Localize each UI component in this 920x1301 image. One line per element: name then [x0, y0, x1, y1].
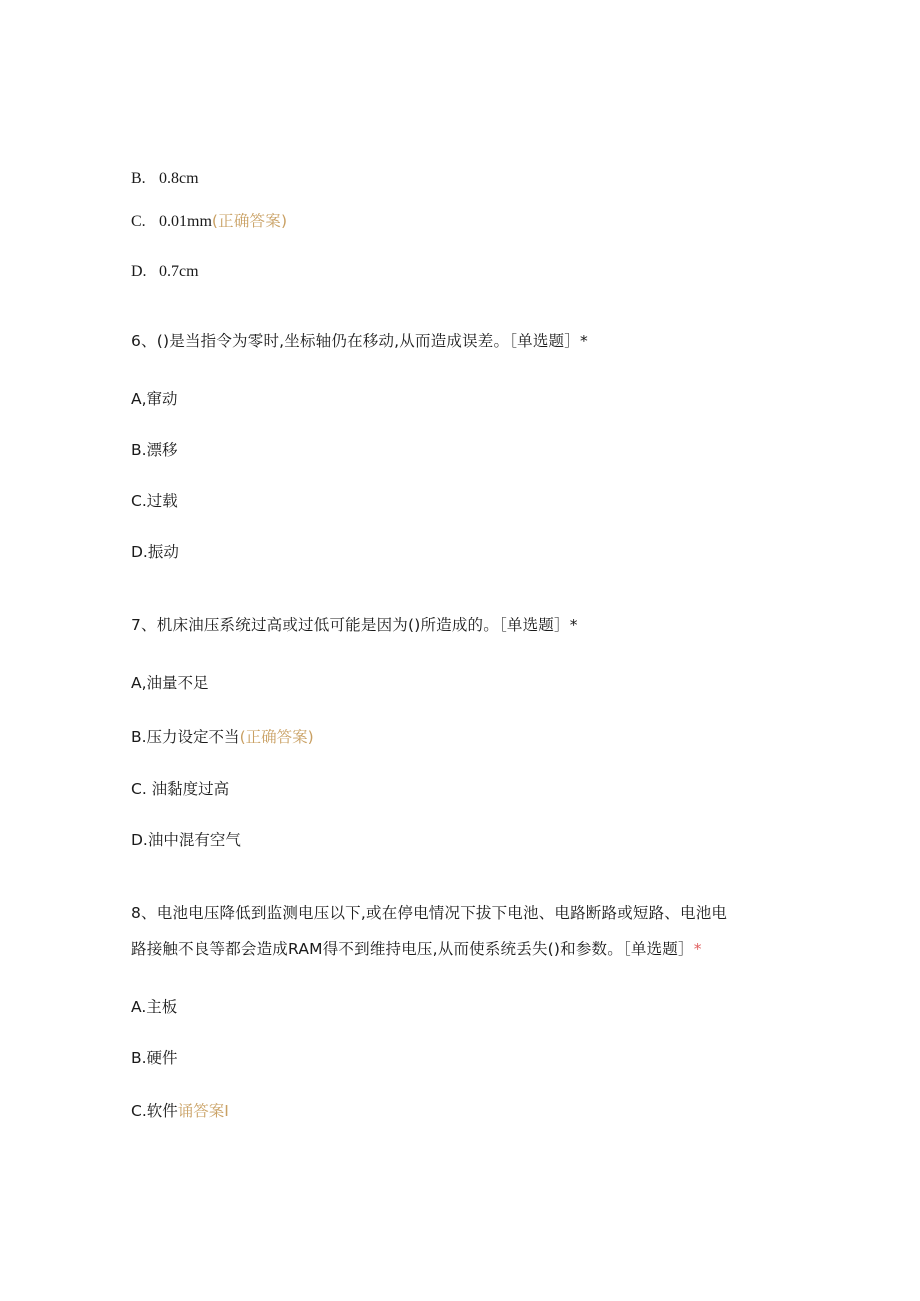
- q8-question-line2: [131, 939, 702, 959]
- q8-question-line1: 8、电池电压降低到监测电压以下,或在停电情况下拔下电池、电路断路或短路、电池电: [131, 904, 728, 922]
- q8-option-a: A.主板: [131, 998, 178, 1016]
- q6-option-b: B.漂移: [131, 441, 178, 459]
- q6-option-a: A,窜动: [131, 390, 178, 408]
- q6-option-d: D.振动: [131, 543, 179, 561]
- option-text: C.软件: [131, 1102, 178, 1120]
- correct-answer-mark: (正确答案): [239, 728, 314, 746]
- required-star: *: [693, 940, 702, 958]
- option-text: B.压力设定不当: [131, 728, 240, 746]
- q6-option-c: C.过载: [131, 492, 178, 510]
- question-text: 路接触不良等都会造成RAM得不到维持电压,从而使系统丢失()和参数。［单选题］: [131, 940, 694, 958]
- q7-option-a: A,油量不足: [131, 674, 209, 692]
- q7-question: 7、机床油压系统过高或过低可能是因为()所造成的。［单选题］*: [131, 616, 578, 634]
- q7-option-c: C. 油黏度过高: [131, 780, 230, 798]
- q7-option-b: [131, 727, 314, 747]
- correct-answer-mark: (正确答案): [211, 212, 288, 230]
- option-letter: B.: [131, 170, 146, 187]
- q6-question: 6、()是当指令为零时,坐标轴仍在移动,从而造成误差。［单选题］*: [131, 332, 588, 350]
- q8-option-c: [131, 1101, 229, 1121]
- q5-option-c: [131, 211, 287, 232]
- option-text: 0.8cm: [159, 170, 199, 187]
- q5-option-b: [131, 169, 199, 189]
- q5-option-d: [131, 262, 199, 282]
- option-text: 0.7cm: [159, 263, 199, 280]
- option-letter: C.: [131, 213, 146, 230]
- correct-answer-mark: 诵答案I: [177, 1102, 229, 1120]
- option-letter: D.: [131, 263, 147, 280]
- q7-option-d: D.油中混有空气: [131, 831, 241, 849]
- q8-option-b: B.硬件: [131, 1049, 178, 1067]
- option-text: 0.01mm: [159, 213, 212, 230]
